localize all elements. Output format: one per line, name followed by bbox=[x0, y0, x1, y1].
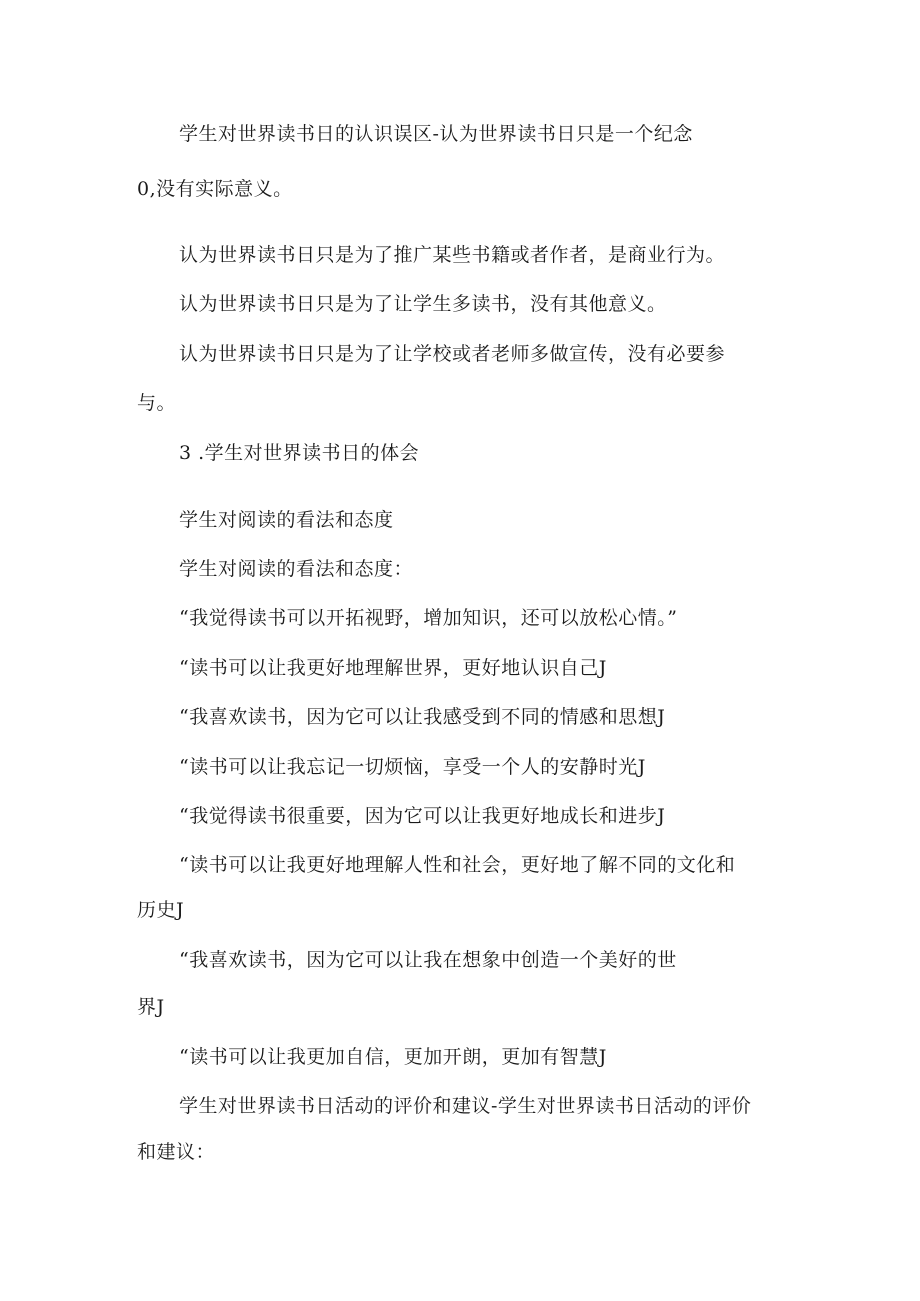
paragraph-reading-attitude-lead: 学生对阅读的看法和态度： bbox=[179, 558, 414, 580]
paragraph-activity-evaluation-cont: 和建议： bbox=[137, 1141, 216, 1163]
quote-7-cont: 界J bbox=[137, 996, 165, 1018]
paragraph-misconception-intro-cont: 0,没有实际意义。 bbox=[137, 178, 293, 200]
paragraph-promotion-misconception: 认为世界读书日只是为了让学校或者老师多做宣传，没有必要参 bbox=[179, 343, 726, 365]
quote-4: “读书可以让我忘记一切烦恼，享受一个人的安静时光J bbox=[179, 756, 646, 778]
quote-6: “读书可以让我更好地理解人性和社会，更好地了解不同的文化和 bbox=[179, 854, 736, 876]
quote-8: “读书可以让我更加自信，更加开朗，更加有智慧J bbox=[179, 1046, 607, 1068]
quote-5: “我觉得读书很重要，因为它可以让我更好地成长和进步J bbox=[179, 805, 666, 827]
paragraph-commercial-misconception: 认为世界读书日只是为了推广某些书籍或者作者，是商业行为。 bbox=[179, 244, 726, 266]
section-heading-3: 3 .学生对世界读书日的体会 bbox=[179, 442, 420, 464]
quote-1: “我觉得读书可以开拓视野，增加知识，还可以放松心情。” bbox=[179, 607, 678, 629]
quote-6-cont: 历史J bbox=[137, 899, 185, 921]
paragraph-misconception-intro: 学生对世界读书日的认识误区-认为世界读书日只是一个纪念 bbox=[179, 123, 693, 145]
paragraph-promotion-misconception-cont: 与。 bbox=[137, 392, 177, 414]
paragraph-reading-misconception: 认为世界读书日只是为了让学生多读书，没有其他意义。 bbox=[179, 293, 667, 315]
subheading-reading-attitude: 学生对阅读的看法和态度 bbox=[179, 509, 394, 531]
quote-7: “我喜欢读书，因为它可以让我在想象中创造一个美好的世 bbox=[179, 949, 677, 971]
quote-2: “读书可以让我更好地理解世界，更好地认识自己J bbox=[179, 657, 607, 679]
paragraph-activity-evaluation: 学生对世界读书日活动的评价和建议-学生对世界读书日活动的评价 bbox=[179, 1095, 752, 1117]
quote-3: “我喜欢读书，因为它可以让我感受到不同的情感和思想J bbox=[179, 706, 666, 728]
